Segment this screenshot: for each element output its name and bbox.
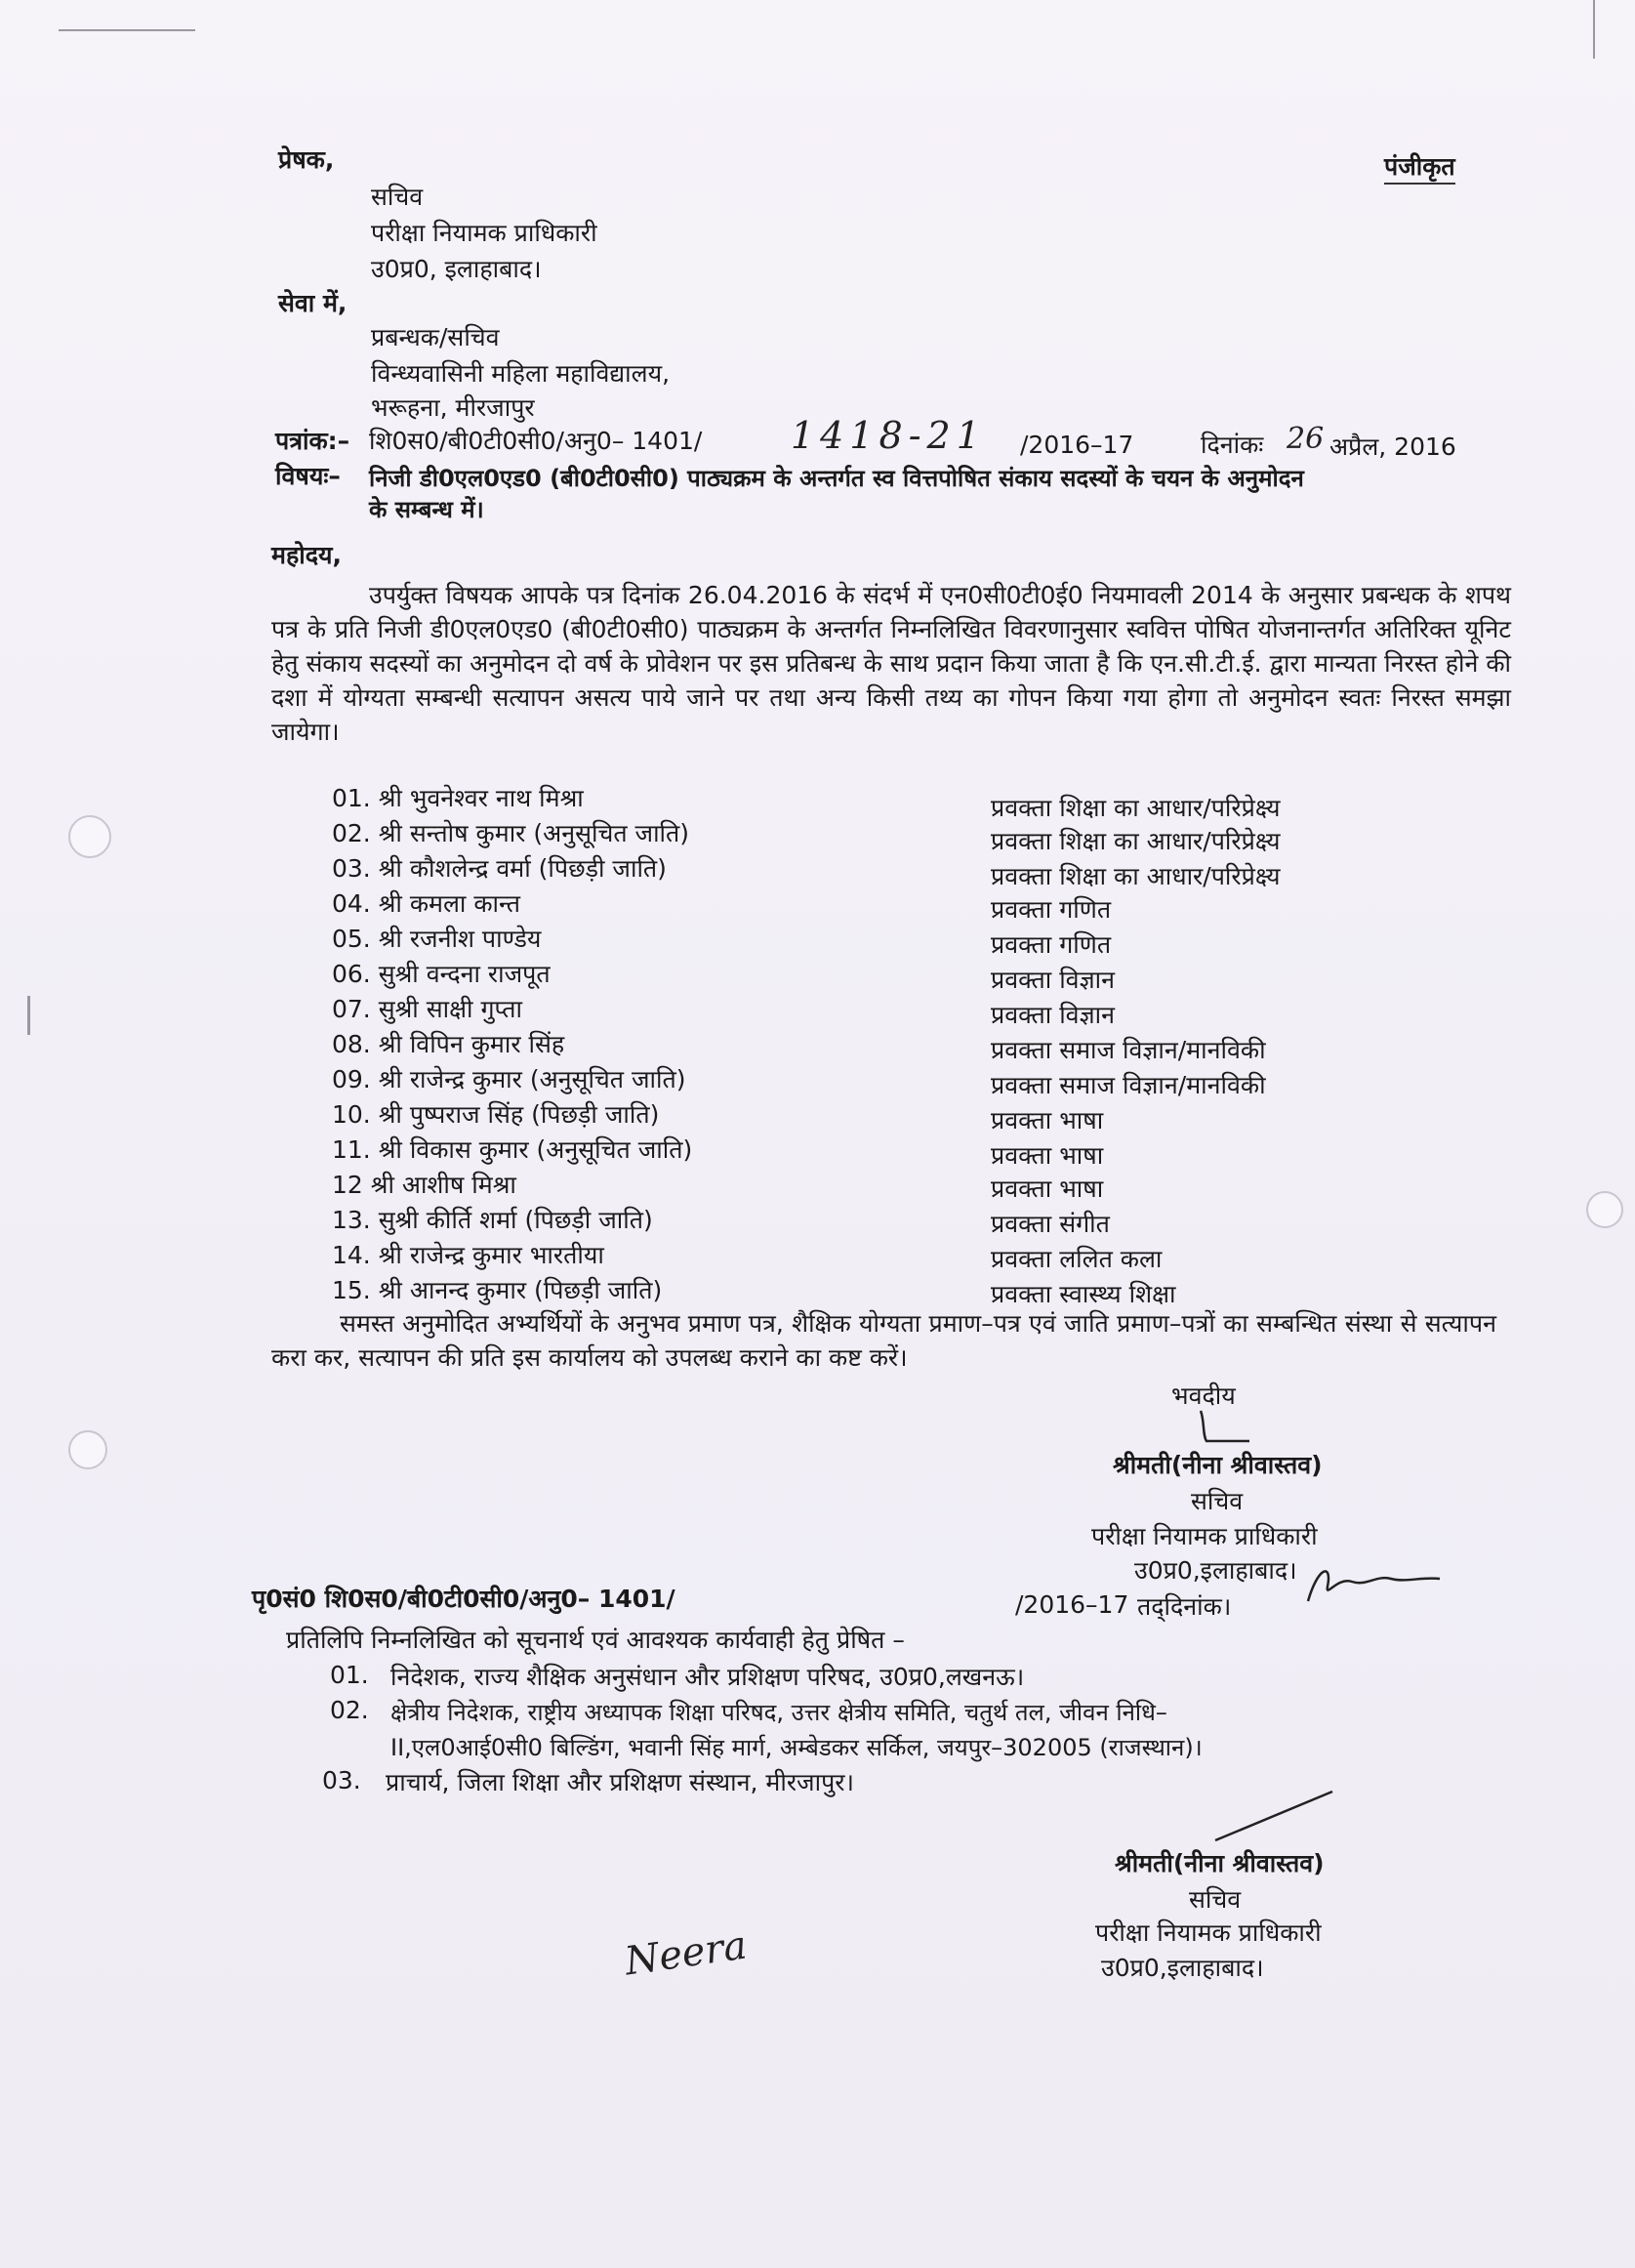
signature-1-designation: सचिव (1191, 1487, 1244, 1515)
subject-label: विषयः– (275, 462, 341, 490)
copy-item-num: 02. (330, 1696, 369, 1724)
faculty-post: प्रवक्ता समाज विज्ञान/मानविकी (991, 1036, 1266, 1064)
sender-line-2: परीक्षा नियामक प्राधिकारी (371, 219, 597, 247)
faculty-post: प्रवक्ता शिक्षा का आधार/परिप्रेक्ष्य (991, 794, 1281, 822)
punch-hole (1586, 1191, 1623, 1228)
copy-item-text: निदेशक, राज्य शैक्षिक अनुसंधान और प्रशिक्षण परिषद, उ0प्र0,लखनऊ। (390, 1663, 1025, 1691)
faculty-name: 02. श्री सन्तोष कुमार (अनुसूचित जाति) (332, 819, 690, 847)
faculty-post: प्रवक्ता समाज विज्ञान/मानविकी (991, 1071, 1266, 1099)
signature-stroke (1210, 1787, 1337, 1845)
date-label: दिनांकः (1201, 431, 1264, 459)
copy-item-text: क्षेत्रीय निदेशक, राष्ट्रीय अध्यापक शिक्षा परिषद, उत्तर क्षेत्रीय समिति, चतुर्थ तल, जीवन निधि– (390, 1699, 1167, 1726)
signature-1-name: श्रीमती(नीना श्रीवास्तव) (1113, 1451, 1323, 1479)
signature-2-office: परीक्षा नियामक प्राधिकारी (1095, 1918, 1322, 1947)
faculty-name: 07. सुश्री साक्षी गुप्ता (332, 995, 522, 1023)
closing-paragraph: समस्त अनुमोदित अभ्यर्थियों के अनुभव प्रमाण पत्र, शैक्षिक योग्यता प्रमाण–पत्र एवं जाति प्रमाण–पत्रों का सम्बन्धित संस्था से सत्यापन करा कर, सत्यापन की प्रति इस कार्यालय को उपलब्ध कराने का कष्ट करें। (271, 1309, 1496, 1372)
subject-line-2: के सम्बन्ध में। (369, 496, 484, 523)
copy-item-text: प्राचार्य, जिला शिक्षा और प्रशिक्षण संस्थान, मीरजापुर। (386, 1768, 854, 1796)
recipient-line-3: भरूहना, मीरजापुर (371, 393, 535, 422)
sender-label: प्रेषक, (278, 145, 335, 174)
signature-1-place: उ0प्र0,इलाहाबाद। (1134, 1556, 1297, 1585)
punch-hole (68, 815, 111, 858)
faculty-name: 13. सुश्री कीर्ति शर्मा (पिछड़ी जाति) (332, 1206, 653, 1234)
signature-scribble (1181, 1406, 1269, 1445)
punch-hole (68, 1430, 107, 1469)
faculty-post: प्रवक्ता भाषा (991, 1175, 1104, 1203)
scan-mark (59, 29, 195, 31)
faculty-name: 06. सुश्री वन्दना राजपूत (332, 960, 551, 988)
subject-line-1: निजी डी0एल0एड0 (बी0टी0सी0) पाठ्यक्रम के अन्तर्गत स्व वित्तपोषित संकाय सदस्यों के चयन के अनुमोदन (369, 465, 1304, 492)
faculty-name: 12 श्री आशीष मिश्रा (332, 1171, 516, 1199)
salutation: महोदय, (271, 541, 342, 569)
faculty-post: प्रवक्ता भाषा (991, 1141, 1104, 1170)
copy-date: तद्‌दिनांक। (1137, 1592, 1232, 1621)
faculty-post: प्रवक्ता संगीत (991, 1210, 1110, 1238)
signature-scribble (1298, 1557, 1445, 1616)
signature-2-place: उ0प्र0,इलाहाबाद। (1101, 1954, 1264, 1982)
sender-line-3: उ0प्र0, इलाहाबाद। (371, 255, 542, 283)
copy-ref: पृ0सं0 शि0स0/बी0टी0सी0/अनु0– 1401/ (252, 1585, 675, 1613)
body-paragraph: उपर्युक्त विषयक आपके पत्र दिनांक 26.04.2016 के संदर्भ में एन0सी0टी0ई0 नियमावली 2014 के अनुसार प्रबन्धक के शपथ पत्र के प्रति निजी डी0एल0एड0 (बी0टी0सी0) पाठ्यक्रम के अन्तर्गत निम्नलिखित विवरणानुसार स्ववित्त पोषित योजनान्तर्गत अतिरिक्त यूनिट हेतु संकाय सदस्यों का अनुमोदन दो वर्ष के प्रोवेशन पर इस प्रतिबन्ध के साथ प्रदान किया जाता है कि एन.सी.टी.ई. द्वारा मान्यता निरस्त होने की दशा में योग्यता सम्बन्धी सत्यापन असत्य पाये जाने पर तथा अन्य किसी तथ्य का गोपन किया गया होगा तो अनुमोदन स्वतः निरस्त समझा जायेगा। (271, 581, 1511, 746)
date-handwritten: 26 (1287, 422, 1325, 456)
faculty-name: 05. श्री रजनीश पाण्डेय (332, 925, 542, 953)
registered-mark: पंजीकृत (1384, 151, 1455, 185)
sender-line-1: सचिव (371, 183, 424, 211)
faculty-post: प्रवक्ता गणित (991, 895, 1112, 924)
ref-number: शि0स0/बी0टी0सी0/अनु0– 1401/ (369, 427, 703, 455)
ref-label: पत्रांक:– (275, 427, 350, 455)
recipient-line-2: विन्ध्यवासिनी महिला महाविद्यालय, (371, 359, 671, 388)
scan-mark (1593, 0, 1595, 59)
handwritten-note: Neera (622, 1922, 750, 1985)
copy-intro: प्रतिलिपि निम्नलिखित को सूचनार्थ एवं आवश्यक कार्यवाही हेतु प्रेषित – (286, 1626, 905, 1654)
signature-1-office: परीक्षा नियामक प्राधिकारी (1091, 1522, 1318, 1550)
faculty-name: 10. श्री पुष्पराज सिंह (पिछड़ी जाति) (332, 1100, 660, 1129)
signature-2-designation: सचिव (1189, 1885, 1242, 1914)
signature-2-name: श्रीमती(नीना श्रीवास्तव) (1115, 1849, 1325, 1877)
faculty-name: 04. श्री कमला कान्त (332, 889, 520, 918)
faculty-post: प्रवक्ता स्वास्थ्य शिक्षा (991, 1280, 1176, 1308)
copy-item-num: 01. (330, 1661, 369, 1689)
copy-item-num: 03. (322, 1766, 361, 1794)
faculty-post: प्रवक्ता शिक्षा का आधार/परिप्रेक्ष्य (991, 862, 1281, 890)
faculty-name: 01. श्री भुवनेश्वर नाथ मिश्रा (332, 784, 584, 812)
scan-mark (27, 996, 30, 1035)
faculty-name: 15. श्री आनन्द कुमार (पिछड़ी जाति) (332, 1276, 663, 1304)
faculty-post: प्रवक्ता ललित कला (991, 1245, 1163, 1273)
faculty-name: 11. श्री विकास कुमार (अनुसूचित जाति) (332, 1135, 693, 1164)
faculty-name: 09. श्री राजेन्द्र कुमार (अनुसूचित जाति) (332, 1065, 686, 1093)
date-rest: अप्रैल, 2016 (1329, 433, 1456, 461)
to-label: सेवा में, (278, 289, 347, 317)
faculty-post: प्रवक्ता विज्ञान (991, 966, 1115, 994)
faculty-post: प्रवक्ता गणित (991, 930, 1112, 959)
ref-handwritten: 1418-21 (791, 414, 986, 457)
copy-year: /2016–17 (1015, 1590, 1129, 1619)
faculty-name: 14. श्री राजेन्द्र कुमार भारतीया (332, 1241, 604, 1269)
ref-year: /2016–17 (1020, 431, 1134, 459)
faculty-post: प्रवक्ता शिक्षा का आधार/परिप्रेक्ष्य (991, 827, 1281, 855)
copy-item-text-2: II,एल0आई0सी0 बिल्डिंग, भवानी सिंह मार्ग, अम्बेडकर सर्किल, जयपुर–302005 (राजस्थान)। (390, 1734, 1203, 1761)
faculty-post: प्रवक्ता भाषा (991, 1106, 1104, 1134)
faculty-post: प्रवक्ता विज्ञान (991, 1001, 1115, 1029)
recipient-line-1: प्रबन्धक/सचिव (371, 323, 500, 351)
yours-faithfully: भवदीय (1171, 1381, 1236, 1410)
faculty-name: 08. श्री विपिन कुमार सिंह (332, 1030, 565, 1058)
faculty-name: 03. श्री कौशलेन्द्र वर्मा (पिछड़ी जाति) (332, 854, 667, 883)
